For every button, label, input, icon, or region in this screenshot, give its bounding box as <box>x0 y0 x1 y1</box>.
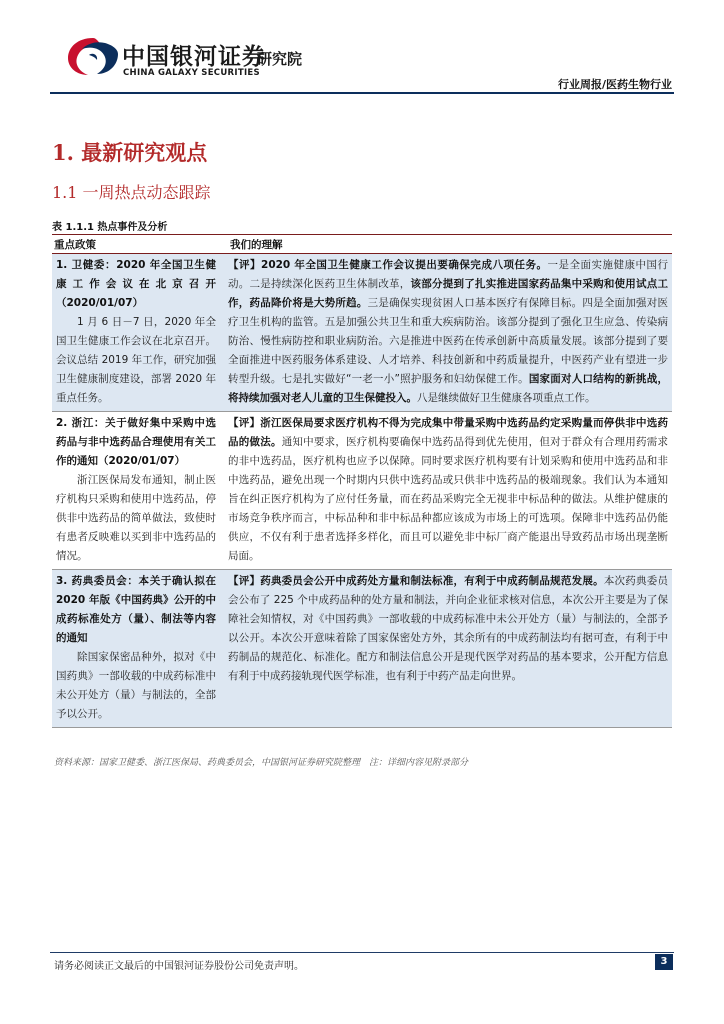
hot-events-table <box>52 234 672 728</box>
table-caption: 表 1.1.1 热点事件及分析 <box>52 222 168 233</box>
analysis-text: 本次药典委员会公布了 225 个中成药品种的处方量和制法，并向企业征求核对信息，本次公开主要是为了保障社会知情权，对《中国药典》一部收载的中成药标准中未公开处方（量）与制法的，全部予以公开。本次公开意味着除了国家保密处方外，其余所有的中成药制法均有据可查，有利于中药制品的规范化、标准化。配方和制法信息公开是现代医学对药品的基本要求，公开配方信息有利于中成药接轨现代医学标准，也有利于中药产品走向世界。 <box>228 575 669 682</box>
analysis-text: 该部分提到了扎实推进国家药品集中采购和使用试点工作，药品降价将是大势所趋。 <box>228 278 669 309</box>
section-heading: 1. 最新研究观点 <box>52 140 208 165</box>
policy-title: 2. 浙江：关于做好集中采购中选药品与非中选药品合理使用有关工作的通知（2020/01/07） <box>56 417 216 467</box>
footer-disclaimer: 请务必阅读正文最后的中国银河证券股份公司免责声明。 <box>54 961 304 972</box>
header-policy: 重点政策 <box>54 239 96 251</box>
analysis-text: 通知中要求，医疗机构要确保中选药品得到优先使用，但对于群众有合理用药需求的非中选药品，医疗机构也应予以保障。同时要求医疗机构要有计划采购和使用中选药品和非中选药品，避免出现一个时期内只供中选药品或只供非中选药品的极端现象。我们认为本通知旨在纠正医疗机构为了应付任务量，而在药品采购完全无视非中标品种的做法。从维护健康的市场竞争秩序而言，中标品种和非中标品种都应该成为市场上的可选项。保障非中选药品仍能供应，不仅有利于患者选择多样化，而且可以避免非中标厂商产能退出导致药品市场出现垄断局面。 <box>228 436 668 562</box>
report-type: 行业周报/医药生物行业 <box>557 78 672 91</box>
table-row <box>52 254 672 412</box>
policy-cell <box>52 254 220 411</box>
policy-body: 除国家保密品种外，拟对《中国药典》一部收载的中成药标准中未公开处方（量）与制法的，全部予以公开。 <box>56 651 216 720</box>
policy-cell <box>52 570 220 727</box>
header-analysis: 我们的理解 <box>230 239 283 251</box>
analysis-text: 【评】药典委员会公开中成药处方量和制法标准，有利于中成药制品规范发展。 <box>228 575 604 587</box>
analysis-text: 三是确保实现贫困人口基本医疗有保障目标。四是全面加强对医疗卫生机构的监管。五是加强公共卫生和重大疾病防治。该部分提到了强化卫生应急、传染病防治、慢性病防控和职业病防治。六是推进中医药在传承创新中高质量发展。该部分提到了要全面推进中医药服务体系建设、人才培养、科技创新和中药质量提升，中医药产业有望进一步转型升级。七是扎实做好“一老一小”照护服务和妇幼保健工作。 <box>228 297 669 385</box>
policy-title: 1. 卫健委：2020 年全国卫生健康工作会议在北京召开（2020/01/07） <box>56 259 216 309</box>
page-number: 3 <box>655 954 673 970</box>
policy-body: 浙江医保局发布通知，制止医疗机构只采购和使用中选药品，停供非中选药品的简单做法，致使时有患者反映难以买到非中选药品的情况。 <box>56 474 216 562</box>
brand-name-cn: 中国银河证券 <box>122 44 266 70</box>
brand-name-en: CHINA GALAXY SECURITIES <box>123 68 260 78</box>
analysis-text: 国家面对人口结构的新挑战，将持续加强对老人儿童的卫生保健投入。 <box>228 373 668 404</box>
analysis-text: 八是继续做好卫生健康各项重点工作。 <box>417 392 596 404</box>
subsection-heading: 1.1 一周热点动态跟踪 <box>52 183 211 202</box>
table-row <box>52 412 672 570</box>
analysis-cell <box>220 570 672 727</box>
analysis-cell <box>220 254 672 411</box>
table-source-note: 资料来源：国家卫健委、浙江医保局、药典委员会，中国银河证券研究院整理 注：详细内容见附录部分 <box>54 758 469 768</box>
analysis-text: 【评】浙江医保局要求医疗机构不得为完成集中带量采购中选药品约定采购量而停供非中选药品的做法。 <box>228 417 668 448</box>
analysis-text: 【评】2020 年全国卫生健康工作会议提出要确保完成八项任务。 <box>228 259 548 271</box>
policy-cell <box>52 412 220 569</box>
table-row <box>52 570 672 728</box>
header-divider <box>50 92 674 94</box>
policy-body: 1 月 6 日－7 日，2020 年全国卫生健康工作会议在北京召开。会议总结 2019 年工作，研究加强卫生健康制度建设，部署 2020 年重点任务。 <box>56 316 216 404</box>
analysis-cell <box>220 412 672 569</box>
analysis-text: 一是全面实施健康中国行动。二是持续深化医药卫生体制改革， <box>228 259 668 290</box>
brand-subtitle: 研究院 <box>257 50 303 68</box>
footer-divider <box>50 952 674 953</box>
galaxy-logo <box>64 34 122 78</box>
policy-title: 3. 药典委员会：本关于确认拟在 2020 年版《中国药典》公开的中成药标准处方（量）、制法等内容的通知 <box>56 575 216 644</box>
table-header <box>52 234 672 254</box>
